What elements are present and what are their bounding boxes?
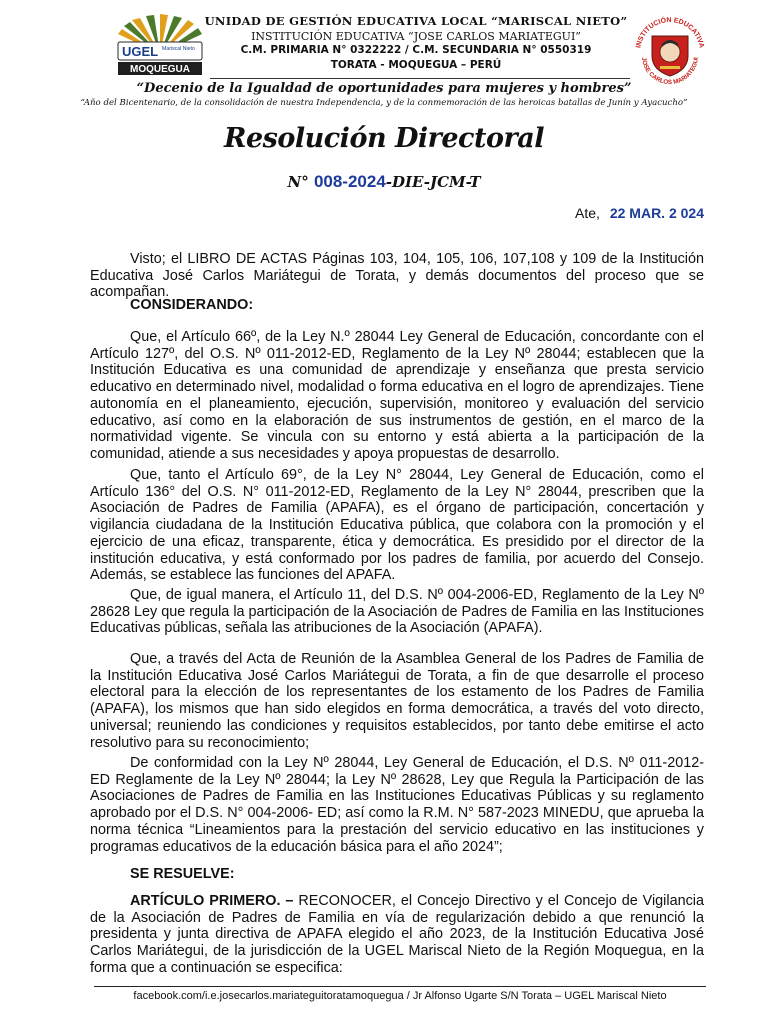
date-value: 22 MAR. 2 024 — [609, 205, 704, 221]
footer-divider — [94, 986, 706, 987]
paragraph-3-text: Que, de igual manera, el Artículo 11, del D.S. Nº 004-2006-ED, Reglamento de la Ley Nº 28628 Ley que regula la participación de la Asociación de Padres de Familia en las Instituciones Educativas públicas, señala las atribuciones de la Asociación (APAFA). — [90, 587, 704, 637]
paragraph-4 — [90, 651, 704, 751]
logo-ugel-text: UGEL — [122, 44, 159, 59]
article-1-text: RECONOCER, el Concejo Directivo y el Concejo de Vigilancia de la Asociación de Padres de Familia en vía de regularización debido a que renunció la presidenta y junta directiva de APAFA elegido el año 2023, de la Institución Educativa José Carlos Mariátegui, de la jurisdicción de la UGEL Mariscal Nieto de la Región Moquegua, en la forma que a continuación se especifica: — [90, 893, 704, 976]
paragraph-5 — [90, 755, 704, 855]
article-1 — [90, 893, 704, 977]
ugel-moquegua-logo — [112, 14, 208, 76]
paragraph-1-text: Que, el Artículo 66º, de la Ley N.º 28044 Ley General de Educación, concordante con el Artículo 127º, del O.S. Nº 011-2012-ED, Reglamento de la Ley Nº 28044; establecen que la Institución Educativa es una comunidad de aprendizaje y enseñanza que presta servicio educativo en determinado nivel, modalidad o forma educativa en el logro de aprendizajes. Tiene autonomía en el planeamiento, ejecución, supervisión, monitoreo y evaluación del servicio educativo, así como en la elaboración de sus instrumentos de gestión, en el marco de la normatividad vigente. Se vincula con su entorno y está abierta a la participación de la comunidad, atiende a sus necesidades y apoya propuestas de desarrollo. — [90, 329, 704, 462]
date-line — [0, 205, 704, 221]
considerando-heading: CONSIDERANDO: — [130, 297, 254, 313]
paragraph-3 — [90, 587, 704, 637]
paragraph-2-text: Que, tanto el Artículo 69°, de la Ley N° 28044, Ley General de Educación, como el Artículo 136° del O.S. N° 011-2012-ED, Reglamento de la Ley N° 28044, prescriben que la Asociación de Padres de Familia (APAFA), es el órgano de participación, concertación y vigilancia ciudadana de la Institución Educativa pública, que colabora con la promoción y el ejercicio de una eficaz, transparente, ética y democrática. Es presidido por el director de la institución educativa, y está conformado por los padres de familia, por acuerdo del Consejo. Además, se establece las funciones del APAFA. — [90, 467, 704, 584]
visto-paragraph — [90, 251, 704, 301]
emblem-arc-bottom-text: JOSE CARLOS MARIATEGUI — [639, 56, 700, 87]
header-divider — [210, 78, 630, 79]
paragraph-1 — [90, 329, 704, 463]
logo-mariscal-text: Mariscal Nieto — [162, 46, 195, 52]
year-name: “Año del Bicentenario, de la consolidación de nuestra Independencia, y de la conmemoración de las heroicas batallas de Junín y Ayacucho” — [80, 98, 688, 108]
footer-text: facebook.com/i.e.josecarlos.mariateguitoratamoquegua / Jr Alfonso Ugarte S/N Torata – UGEL Mariscal Nieto — [133, 990, 667, 1002]
paragraph-5-text: De conformidad con la Ley Nº 28044, Ley General de Educación, el D.S. Nº 011-2012- ED Reglamente de la Ley Nº 28044; la Ley Nº 28628, Ley que Regula la Participación de las Asociaciones de Padres de Familia en las Instituciones Educativas Públicas y su reglamento aprobado por el D.S. N° 004-2006- ED; así como la R.M. N° 587-2023 MINEDU, que aprueba la norma técnica “Lineamientos para la prestación del servicio educativo en las instituciones y programas educativos de la educación básica para el año 2024”; — [90, 755, 704, 855]
header-institution: INSTITUCIÓN EDUCATIVA “JOSE CARLOS MARIATEGUI” — [251, 30, 581, 43]
resuelve-heading: SE RESUELVE: — [130, 866, 235, 882]
header-location: TORATA - MOQUEGUA – PERÚ — [330, 59, 502, 71]
header-unit: UNIDAD DE GESTIÓN EDUCATIVA LOCAL “MARISCAL NIETO” — [204, 14, 628, 28]
date-place: Ate, — [575, 205, 600, 221]
document-title: Resolución Directoral — [224, 123, 544, 154]
emblem-arc-top-text: INSTITUCIÓN EDUCATIVA — [635, 16, 705, 49]
paragraph-2 — [90, 467, 704, 584]
resolution-number-prefix: N° — [287, 173, 309, 191]
article-1-label: ARTÍCULO PRIMERO. – — [130, 893, 294, 909]
logo-moquegua-text: MOQUEGUA — [130, 64, 190, 75]
resolution-number-value: 008-2024 — [313, 172, 386, 191]
resolution-number-suffix: -DIE-JCM-T — [385, 173, 481, 191]
decade-motto: “Decenio de la Igualdad de oportunidades para mujeres y hombres” — [136, 81, 632, 96]
shield-icon — [652, 36, 688, 76]
header-cm-codes: C.M. PRIMARIA N° 0322222 / C.M. SECUNDARIA N° 0550319 — [240, 44, 592, 56]
resolution-number — [0, 172, 768, 192]
visto-text: Visto; el LIBRO DE ACTAS Páginas 103, 104, 105, 106, 107,108 y 109 de la Institución Educativa José Carlos Mariátegui de Torata, y demás documentos del proceso que se acompañan. — [90, 251, 704, 301]
paragraph-4-text: Que, a través del Acta de Reunión de la Asamblea General de los Padres de Familia de la Institución Educativa José Carlos Mariátegui de Torata, a fin de que desarrolle el proceso electoral para la elección de los representantes de los estamento de los Padres de Familia (APAFA), los mismos que han sido elegidos en forma democrática, a través del voto directo, universal; reuniendo las condiciones y requisitos establecidos, por tanto debe emitirse el acto resolutivo para su reconocimiento; — [90, 651, 704, 751]
